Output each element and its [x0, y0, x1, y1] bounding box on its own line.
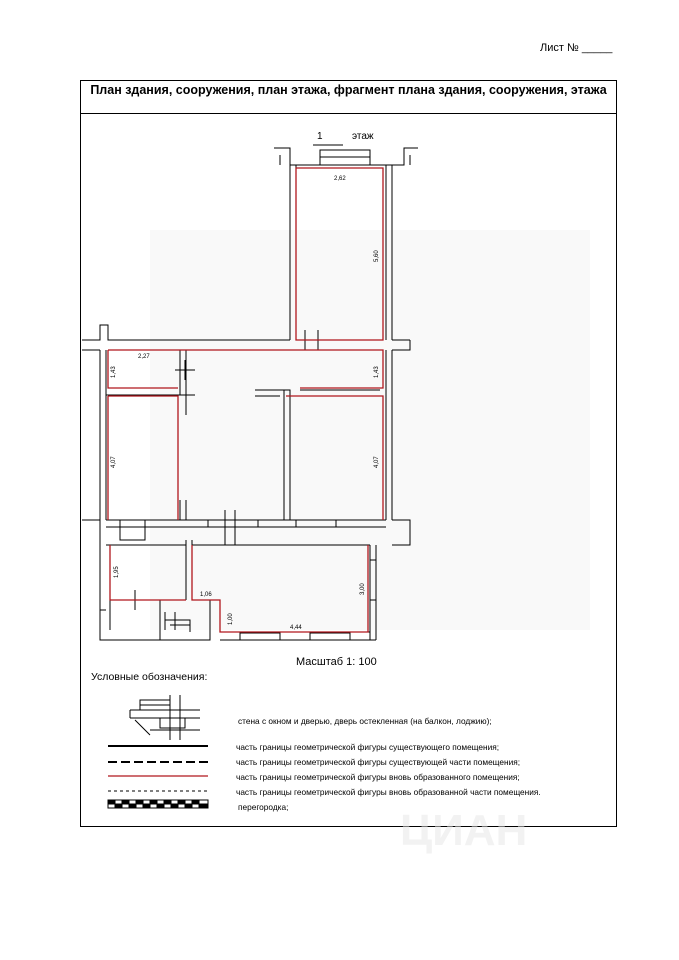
- scale-label: Масштаб 1: 100: [296, 656, 377, 668]
- sheet-number: Лист № _____: [540, 42, 613, 54]
- dimension-label: 1,95: [114, 566, 120, 578]
- dimension-label: 1,43: [374, 366, 380, 378]
- legend-partition: [108, 800, 208, 808]
- dimension-label: 2,62: [334, 176, 346, 182]
- floor-label: этаж: [352, 131, 374, 142]
- dimension-label: 4,07: [374, 456, 380, 468]
- dimension-label: 4,44: [290, 625, 302, 631]
- legend-title: Условные обозначения:: [91, 671, 208, 683]
- legend-item: часть границы геометрической фигуры существующей части помещения;: [236, 757, 521, 767]
- legend-symbols: [108, 695, 208, 791]
- legend-item: часть границы геометрической фигуры вновь образованного помещения;: [236, 772, 520, 782]
- dimension-label: 1,43: [111, 366, 117, 378]
- dimension-label: 1,00: [228, 613, 234, 625]
- dimension-label: 3,00: [360, 583, 366, 595]
- legend-item: часть границы геометрической фигуры вновь образованной части помещения.: [236, 787, 541, 797]
- dimension-label: 1,06: [200, 592, 212, 598]
- legend-item: перегородка;: [238, 802, 289, 812]
- legend-item: стена с окном и дверью, дверь остекленная (на балкон, лоджию);: [238, 716, 492, 726]
- dimension-label: 4,07: [111, 456, 117, 468]
- legend-item: часть границы геометрической фигуры существующего помещения;: [236, 742, 500, 752]
- dimension-label: 5,60: [374, 250, 380, 262]
- svg-text:ЦИАН: ЦИАН: [400, 806, 528, 855]
- floor-number: 1: [317, 131, 323, 142]
- drawing-title: План здания, сооружения, план этажа, фрагмент плана здания, сооружения, этажа: [80, 80, 617, 114]
- dimension-label: 2,27: [138, 354, 150, 360]
- legend-wall-icon: [130, 695, 200, 740]
